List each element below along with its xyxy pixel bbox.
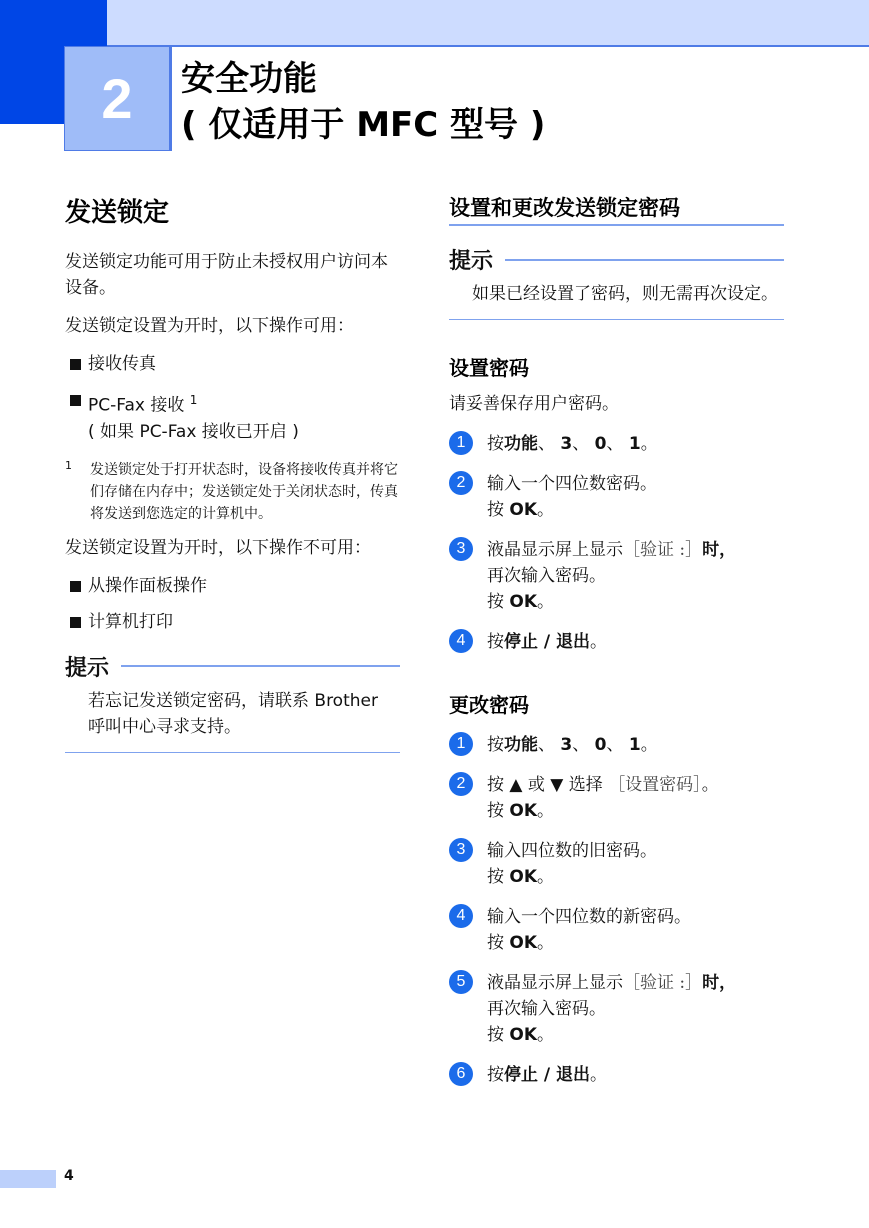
subsection-heading-set: 设置密码 — [449, 356, 529, 380]
step-change-2: 2 按 ▲ 或 ▼ 选择 ［设置密码］。 按 OK。 — [449, 772, 784, 824]
chapter-title-line2: ( 仅适用于 MFC 型号 ) — [181, 105, 546, 145]
step-number-icon: 4 — [449, 629, 473, 653]
bullet-square-icon — [70, 617, 81, 628]
denied-intro: 发送锁定设置为开时，以下操作不可用： — [65, 537, 371, 558]
note-header — [449, 244, 784, 275]
left-column — [65, 192, 400, 753]
step-set-4: 4 按停止 / 退出。 — [449, 629, 784, 655]
note-rule — [505, 259, 784, 261]
footnote-number: 1 — [65, 458, 72, 472]
section-heading-send-lock: 发送锁定 — [65, 198, 170, 228]
list-item: 计算机打印 — [65, 609, 400, 635]
step-number-icon: 6 — [449, 1062, 473, 1086]
lcd-message: ［验证 :］ — [623, 973, 703, 993]
note-body: 若忘记发送锁定密码，请联系 Brother 呼叫中心寻求支持。 — [65, 682, 400, 753]
step-change-3: 3 输入四位数的旧密码。 按 OK。 — [449, 838, 784, 890]
page-number: 4 — [64, 1168, 74, 1184]
list-item-sub: ( 如果 PC-Fax 接收已开启 ) — [88, 421, 299, 442]
step-change-5: 5 液晶显示屏上显示［验证 :］时， 再次输入密码。 按 OK。 — [449, 970, 784, 1048]
step-number-icon: 3 — [449, 838, 473, 862]
allowed-intro: 发送锁定设置为开时，以下操作可用： — [65, 316, 354, 336]
footnote-ref: 1 — [189, 393, 198, 407]
footnote-text: 发送锁定处于打开状态时，设备将接收传真并将它们存储在内存中；发送锁定处于关闭状态时，传真将发送到您选定的计算机中。 — [90, 461, 398, 522]
page-number-bar — [0, 1170, 56, 1188]
note-label: 提示 — [65, 655, 110, 681]
chapter-divider — [170, 46, 172, 151]
note-header — [65, 651, 400, 682]
step-number-icon: 4 — [449, 904, 473, 928]
note-rule — [121, 665, 400, 667]
lcd-message: ［设置密码］ — [608, 775, 702, 795]
intro-text: 发送锁定功能可用于防止未授权用户访问本设备。 — [65, 252, 388, 298]
step-set-3: 3 液晶显示屏上显示［验证 :］时， 再次输入密码。 按 OK。 — [449, 537, 784, 615]
step-change-1: 1 按功能、 3、 0、 1。 — [449, 732, 784, 758]
down-arrow-icon: ▼ — [550, 775, 564, 795]
step-set-1: 1 按功能、 3、 0、 1。 — [449, 431, 784, 457]
header-light-band — [107, 0, 869, 47]
subsection-heading-change: 更改密码 — [449, 693, 529, 717]
step-number-icon: 1 — [449, 732, 473, 756]
lcd-message: ［验证 :］ — [623, 540, 703, 560]
right-column — [449, 192, 784, 1088]
chapter-title-line1: 安全功能 — [181, 59, 317, 99]
bullet-square-icon — [70, 581, 81, 592]
list-item: PC-Fax 接收 $^1$ — [65, 387, 400, 419]
step-set-2: 2 输入一个四位数密码。 按 OK。 — [449, 471, 784, 523]
up-arrow-icon: ▲ — [509, 775, 523, 795]
step-number-icon: 5 — [449, 970, 473, 994]
set-intro: 请妥善保存用户密码。 — [449, 394, 619, 414]
list-item: 接收传真 — [65, 351, 400, 377]
bullet-square-icon — [70, 359, 81, 370]
step-change-4: 4 输入一个四位数的新密码。 按 OK。 — [449, 904, 784, 956]
chapter-title — [181, 56, 545, 148]
note-body: 如果已经设置了密码，则无需再次设定。 — [449, 275, 784, 320]
list-item: 从操作面板操作 — [65, 573, 400, 599]
step-number-icon: 1 — [449, 431, 473, 455]
footnote — [65, 459, 400, 525]
step-number-icon: 2 — [449, 772, 473, 796]
section-heading-password: 设置和更改发送锁定密码 — [449, 192, 784, 226]
step-number-icon: 3 — [449, 537, 473, 561]
step-number-icon: 2 — [449, 471, 473, 495]
bullet-square-icon — [70, 395, 81, 406]
note-label: 提示 — [449, 249, 494, 274]
step-change-6: 6 按停止 / 退出。 — [449, 1062, 784, 1088]
chapter-number: 2 — [64, 46, 170, 151]
